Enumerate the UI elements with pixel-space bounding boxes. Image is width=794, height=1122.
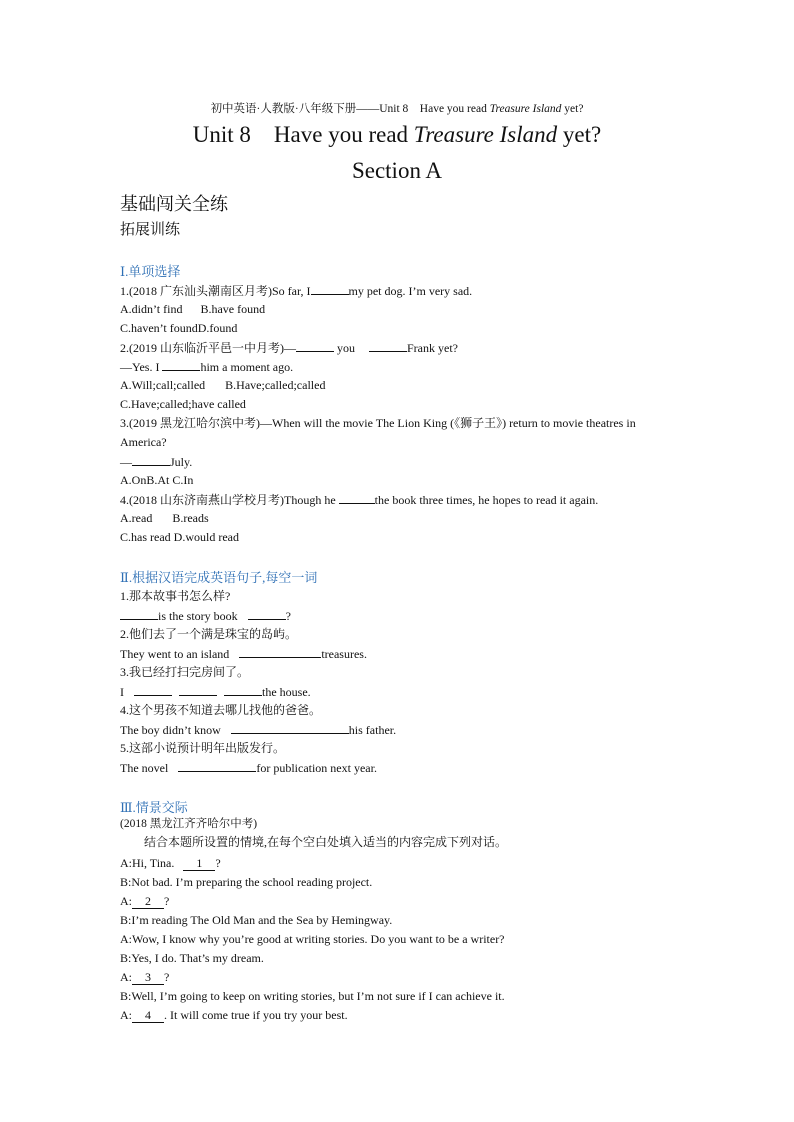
- blank: [120, 608, 158, 620]
- q3-options: A.OnB.At C.In: [120, 473, 194, 487]
- blank: [179, 684, 217, 696]
- option-d: D.found: [197, 321, 238, 335]
- blank: [239, 646, 321, 658]
- item5-english: [120, 760, 377, 775]
- q4-text-end: the book three times, he hopes to read it again.: [374, 493, 599, 507]
- section-2-title: Ⅱ.根据汉语完成英语句子,每空一词: [120, 570, 318, 585]
- page-title: [0, 122, 794, 148]
- item2-text: They went to an island: [120, 647, 230, 661]
- dialogue-line-9: [120, 1008, 348, 1023]
- item3-chinese: 3.我已经打扫完房间了。: [120, 665, 250, 679]
- instruction: 结合本题所设置的情境,在每个空白处填入适当的内容完成下列对话。: [144, 835, 508, 849]
- item1-english: [120, 608, 291, 623]
- item3-text: I: [120, 685, 124, 699]
- q1-stem: [120, 283, 472, 298]
- dialogue-text-end: ?: [164, 894, 170, 908]
- option-a: A.Will;call;called: [120, 378, 206, 392]
- dialogue-text-end: ?: [164, 970, 170, 984]
- running-header: [0, 100, 794, 116]
- q3-stem: 3.(2019 黑龙江哈尔滨中考)—When will the movie The Lion King (《狮子王》) return to movie theatres in: [120, 416, 636, 430]
- header-text-end: yet?: [561, 103, 584, 115]
- dialogue-line-5: A:Wow, I know why you’re good at writing stories. Do you want to be a writer?: [120, 932, 505, 946]
- section-3-title: Ⅲ.情景交际: [120, 800, 188, 815]
- dialogue-text: A:: [120, 970, 132, 984]
- dialogue-line-4: B:I’m reading The Old Man and the Sea by Hemingway.: [120, 913, 393, 927]
- dialogue-line-6: B:Yes, I do. That’s my dream.: [120, 951, 264, 965]
- blank-4: 4: [132, 1009, 164, 1023]
- dialogue-line-2: B:Not bad. I’m preparing the school reading project.: [120, 875, 373, 889]
- q3-response: [120, 454, 192, 469]
- dialogue-line-3: [120, 894, 169, 909]
- blank: [339, 492, 375, 504]
- q2-response-text: —Yes. I: [120, 360, 160, 374]
- item5-chinese: 5.这部小说预计明年出版发行。: [120, 741, 286, 755]
- title-text: Unit 8 Have you read: [192, 122, 414, 147]
- section-1-title: Ⅰ.单项选择: [120, 264, 181, 279]
- item1-chinese: 1.那本故事书怎么样?: [120, 589, 231, 603]
- q2-response-end: him a moment ago.: [200, 360, 294, 374]
- blank: [296, 340, 334, 352]
- q2-option-c: [120, 397, 246, 411]
- blank-2: 2: [132, 895, 164, 909]
- blank: [311, 283, 349, 295]
- dialogue-line-7: [120, 970, 169, 985]
- item5-text: The novel: [120, 761, 169, 775]
- dialogue-text-end: . It will come true if you try your best.: [164, 1008, 348, 1022]
- item4-text: The boy didn’t know: [120, 723, 221, 737]
- q2-response: [120, 359, 293, 374]
- blank: [231, 722, 349, 734]
- header-text: 初中英语·人教版·八年级下册——Unit 8 Have you read: [210, 103, 490, 115]
- option-c: C.haven’t found: [120, 321, 198, 335]
- blank: [248, 608, 286, 620]
- item2-english: [120, 646, 367, 661]
- heading-extension: 拓展训练: [120, 222, 181, 238]
- q3-stem-cont: America?: [120, 435, 167, 449]
- dialogue-text: A:Hi, Tina.: [120, 856, 175, 870]
- title-book-name: Treasure Island: [413, 122, 558, 147]
- item3-end: the house.: [262, 685, 311, 699]
- dialogue-text-end: ?: [215, 856, 221, 870]
- source-note: (2018 黑龙江齐齐哈尔中考): [120, 818, 258, 830]
- blank: [134, 684, 172, 696]
- heading-basic: 基础闯关全练: [120, 194, 228, 214]
- q4-options-cd: [120, 530, 239, 544]
- item4-end: his father.: [348, 723, 397, 737]
- item1-end: ?: [285, 609, 291, 623]
- item4-chinese: 4.这个男孩不知道去哪儿找他的爸爸。: [120, 703, 322, 717]
- option-a: A.didn’t find: [120, 302, 183, 316]
- q4-stem: [120, 492, 598, 507]
- item4-english: [120, 722, 396, 737]
- q1-text-end: my pet dog. I’m very sad.: [348, 284, 473, 298]
- title-text-end: yet?: [557, 122, 602, 147]
- q1-options-ab: [120, 302, 265, 316]
- q2-stem: [120, 340, 458, 355]
- item2-chinese: 2.他们去了一个满是珠宝的岛屿。: [120, 627, 298, 641]
- item1-text: is the story book: [158, 609, 238, 623]
- q1-options-cd: [120, 321, 237, 335]
- option-c: C.has read: [120, 530, 171, 544]
- q2-options-ab: [120, 378, 325, 392]
- blank-3: 3: [132, 971, 164, 985]
- option-b: B.reads: [172, 511, 209, 525]
- q2-text: 2.(2019 山东临沂平邑一中月考)—: [120, 341, 296, 355]
- dialogue-text: A:: [120, 1008, 132, 1022]
- option-c: C.Have;called;have called: [120, 397, 246, 411]
- option-b: B.have found: [200, 302, 266, 316]
- item3-english: [120, 684, 311, 699]
- dialogue-line-8: B:Well, I’m going to keep on writing stories, but I’m not sure if I can achieve it.: [120, 989, 505, 1003]
- q4-text: 4.(2018 山东济南燕山学校月考)Though he: [120, 493, 336, 507]
- blank: [224, 684, 262, 696]
- blank: [178, 760, 256, 772]
- q3-response-end: July.: [170, 455, 193, 469]
- blank-1: 1: [183, 857, 215, 871]
- q2-text-end: Frank yet?: [407, 341, 458, 355]
- q4-options-ab: [120, 511, 209, 525]
- dialogue-line-1: [120, 856, 221, 871]
- option-a: A.read: [120, 511, 153, 525]
- blank: [369, 340, 407, 352]
- item2-end: treasures.: [321, 647, 367, 661]
- blank: [132, 454, 170, 466]
- item5-end: for publication next year.: [256, 761, 377, 775]
- dialogue-text: A:: [120, 894, 132, 908]
- blank: [162, 359, 200, 371]
- q1-text: 1.(2018 广东汕头潮南区月考)So far, I: [120, 284, 311, 298]
- q3-response-text: —: [120, 455, 132, 469]
- header-book-title: Treasure Island: [489, 103, 562, 115]
- q2-text-mid: you: [337, 341, 355, 355]
- section-title: Section A: [351, 158, 443, 183]
- option-d: D.would read: [173, 530, 239, 544]
- option-b: B.Have;called;called: [225, 378, 326, 392]
